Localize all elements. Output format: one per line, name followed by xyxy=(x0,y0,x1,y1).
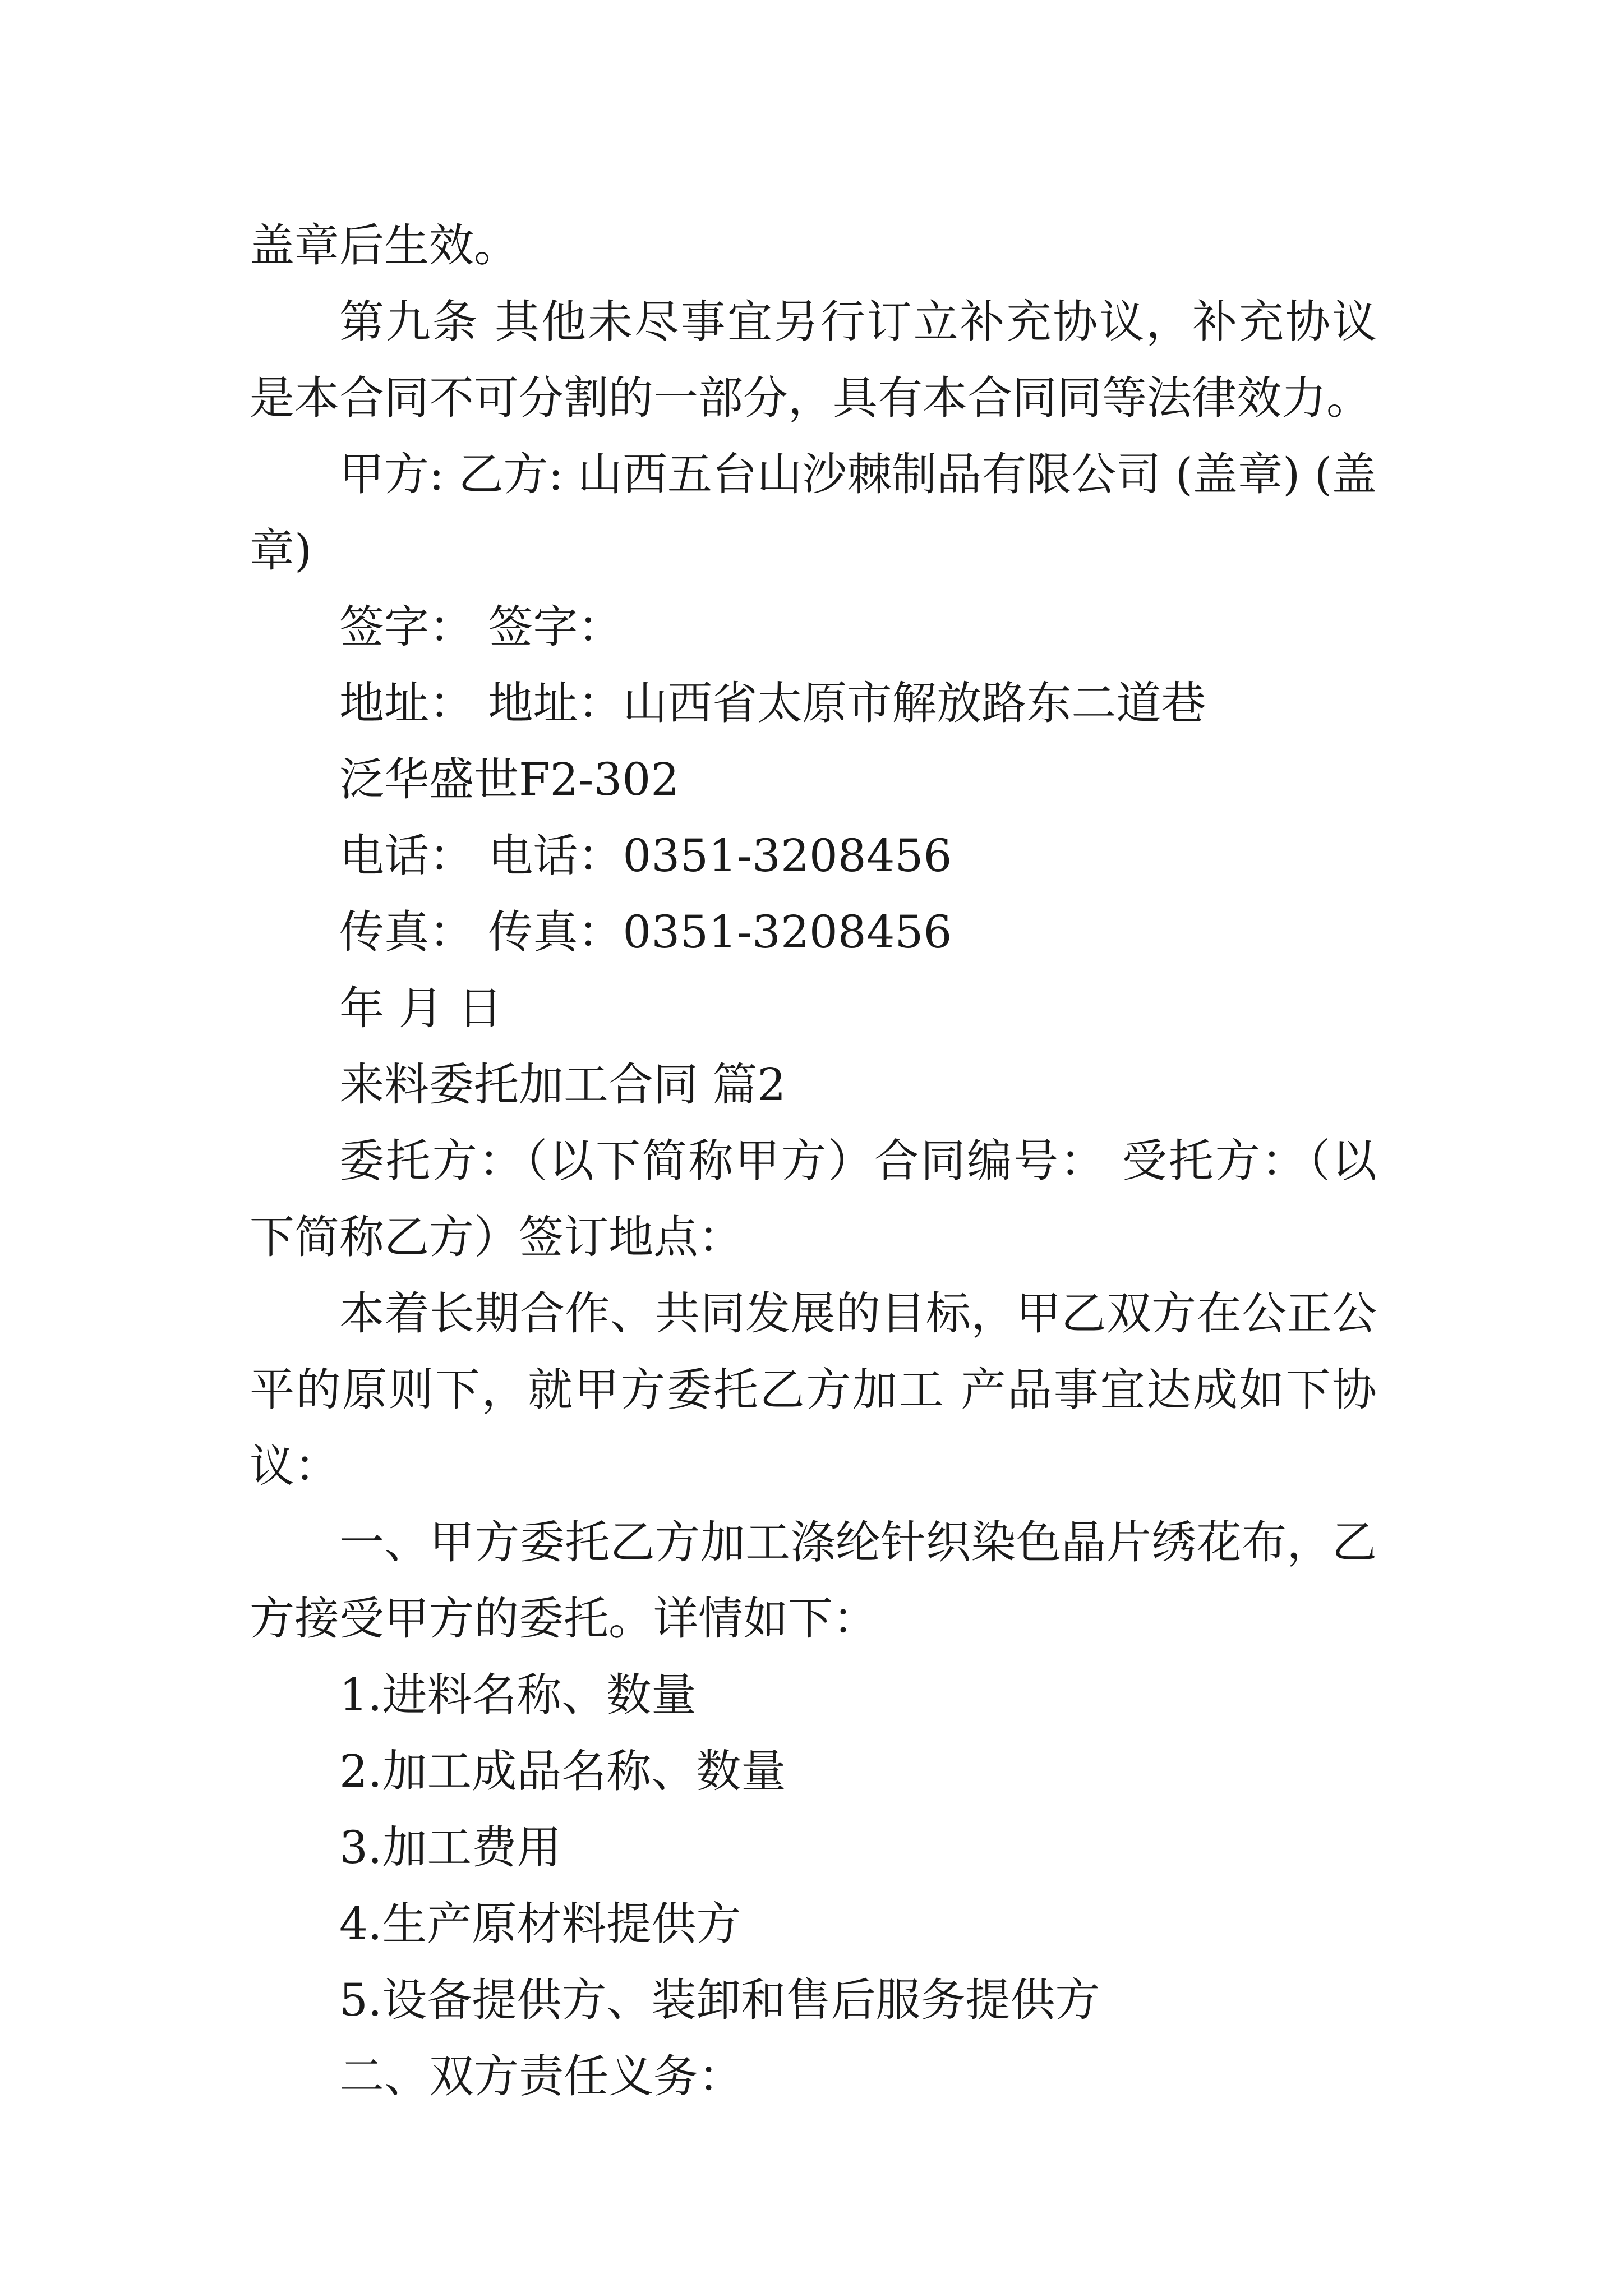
paragraph-clause-two: 二、双方责任义务： xyxy=(339,2050,743,2102)
paragraph-date: 年 月 日 xyxy=(339,982,502,1034)
paragraph-address-continued: 泛华盛世F2-302 xyxy=(339,753,680,806)
list-item-1: 1.进料名称、数量 xyxy=(339,1669,697,1721)
paragraph-seal-effective: 盖章后生效。 xyxy=(250,219,519,272)
list-item-4: 4.生产原材料提供方 xyxy=(339,1898,741,1950)
paragraph-phone: 电话： 电话：0351-3208456 xyxy=(339,830,952,882)
paragraph-address: 地址： 地址：山西省太原市解放路东二道巷 xyxy=(339,677,1206,729)
list-item-5: 5.设备提供方、装卸和售后服务提供方 xyxy=(339,1974,1100,2026)
section-title: 来料委托加工合同 篇2 xyxy=(339,1059,786,1111)
paragraph-fax: 传真： 传真：0351-3208456 xyxy=(339,906,952,958)
paragraph-parties: 甲方: 乙方: 山西五台山沙棘制品有限公司 (盖章) (盖章) xyxy=(250,448,1377,577)
paragraph-signature: 签字： 签字： xyxy=(339,601,623,653)
paragraph-preamble: 本着长期合作、共同发展的目标，甲乙双方在公正公平的原则下，就甲方委托乙方加工 产品事宜达成如下协议： xyxy=(250,1287,1377,1492)
paragraph-clause-one: 一、甲方委托乙方加工涤纶针织染色晶片绣花布，乙方接受甲方的委托。详情如下： xyxy=(250,1516,1377,1645)
paragraph-contract-parties: 委托方：（以下简称甲方）合同编号： 受托方：（以下简称乙方）签订地点： xyxy=(250,1135,1377,1263)
list-item-3: 3.加工费用 xyxy=(339,1821,562,1874)
paragraph-article-nine: 第九条 其他未尽事宜另行订立补充协议，补充协议是本合同不可分割的一部分，具有本合同同等法律效力。 xyxy=(250,296,1377,424)
list-item-2: 2.加工成品名称、数量 xyxy=(339,1745,786,1797)
document-body xyxy=(250,208,1377,2115)
